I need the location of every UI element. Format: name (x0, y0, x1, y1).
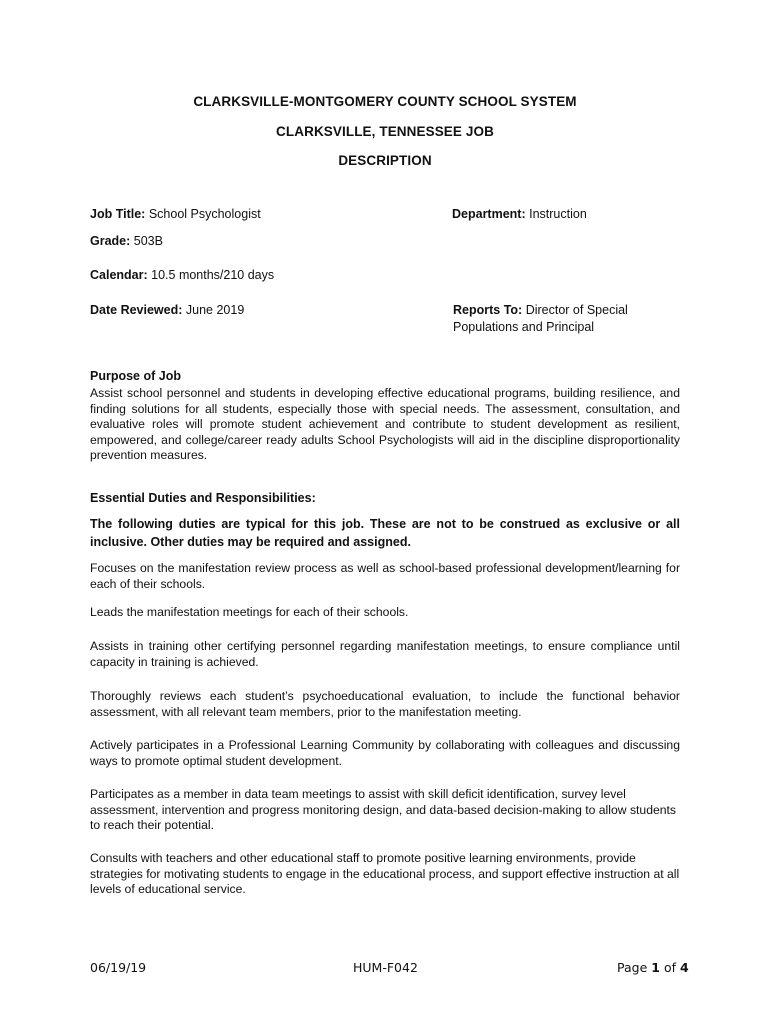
reports-to-label: Reports To: (453, 303, 523, 317)
reports-to-value-line1: Director of Special (525, 303, 628, 317)
calendar-label: Calendar: (90, 268, 148, 282)
purpose-title: Purpose of Job (90, 369, 181, 383)
field-department (452, 206, 587, 223)
reports-to-value-line2: Populations and Principal (453, 320, 595, 334)
footer-date: 06/19/19 (90, 960, 147, 975)
department-label: Department: (452, 207, 526, 221)
page-of: of (663, 960, 676, 975)
duty-item: Actively participates in a Professional Learning Community by collaborating with colleagues and discussing ways to promote optimal student development. (90, 738, 680, 768)
duty-item: Thoroughly reviews each student’s psychoeducational evaluation, to include the functional behavior assessment, with all relevant team members, prior to the manifestation meeting. (90, 689, 680, 719)
header-organization: CLARKSVILLE-MONTGOMERY COUNTY SCHOOL SYSTEM (193, 94, 577, 109)
duty-item: Assists in training other certifying personnel regarding manifestation meetings, to ensure compliance until capacity in training is achieved. (90, 639, 680, 669)
department-value: Instruction (529, 207, 587, 221)
field-reports-to (453, 302, 628, 336)
field-calendar (90, 267, 274, 284)
field-date-reviewed (90, 302, 244, 319)
page-current: 1 (651, 960, 660, 975)
grade-label: Grade: (90, 234, 131, 248)
footer-page-number (617, 960, 689, 975)
purpose-text: Assist school personnel and students in developing effective educational programs, building resilience, and finding solutions for all students, especially those with special needs. The assessment, consultation, and evaluative roles will promote student achievement and contribute to student development as resilient, empowered, and college/career ready adults School Psychologists will aid in the discipline disproportionality prevention measures. (90, 386, 680, 463)
duties-intro: The following duties are typical for this job. These are not to be construed as exclusive or all inclusive. Other duties may be required and assigned. (90, 517, 680, 549)
page-total: 4 (679, 960, 689, 975)
date-reviewed-value: June 2019 (185, 303, 245, 317)
duty-item: Leads the manifestation meetings for each of their schools. (90, 605, 409, 619)
duty-item: Focuses on the manifestation review process as well as school-based professional development/learning for each of their schools. (90, 561, 680, 591)
job-title-label: Job Title: (90, 207, 146, 221)
date-reviewed-label: Date Reviewed: (90, 303, 183, 317)
duty-item: Consults with teachers and other educational staff to promote positive learning environments, provide strategies for motivating students to engage in the educational process, and support effective instruction at all levels of educational service. (90, 851, 680, 897)
duty-item: Participates as a member in data team meetings to assist with skill deficit identification, survey level assessment, intervention and progress monitoring design, and data-based decision-making to allow students to reach their potential. (90, 787, 677, 833)
page-label: Page (617, 960, 648, 975)
grade-value: 503B (133, 234, 163, 248)
footer-form-code: HUM-F042 (353, 960, 418, 975)
header-document-type: DESCRIPTION (338, 153, 432, 168)
header-location: CLARKSVILLE, TENNESSEE JOB (276, 124, 494, 139)
field-grade (90, 233, 163, 250)
duties-title: Essential Duties and Responsibilities: (90, 491, 316, 505)
job-title-value: School Psychologist (148, 207, 261, 221)
calendar-value: 10.5 months/210 days (151, 268, 275, 282)
field-job-title (90, 206, 261, 223)
